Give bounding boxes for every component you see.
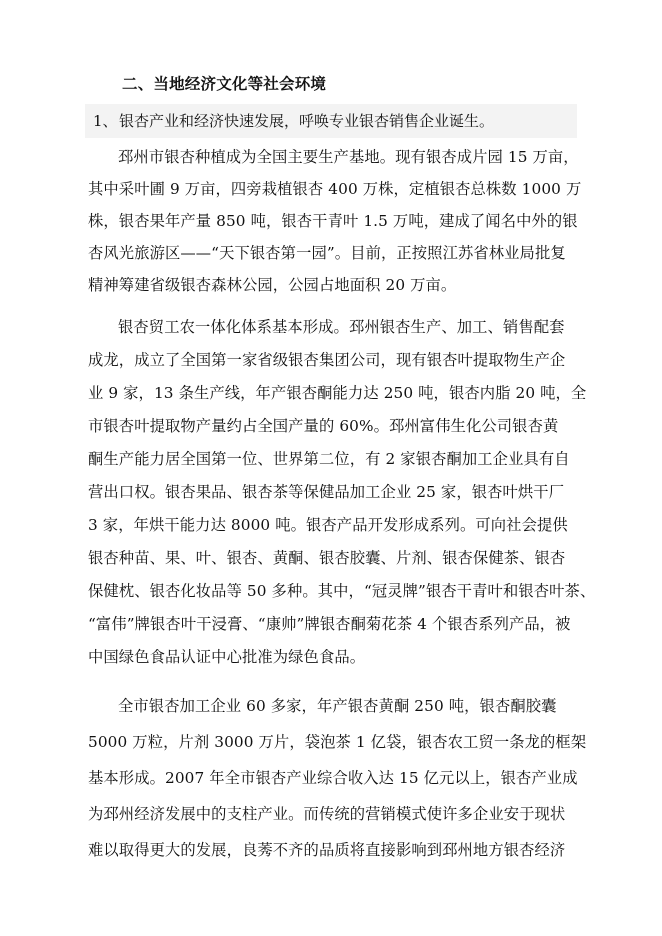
- paragraph-line: 难以取得更大的发展，良莠不齐的品质将直接影响到邳州地方银杏经济: [88, 841, 566, 859]
- paragraph-line: 营出口权。银杏果品、银杏茶等保健品加工企业 25 家，银杏叶烘干厂: [88, 483, 565, 501]
- paragraph-line: “富伟”牌银杏叶干浸膏、“康帅”牌银杏酮菊花茶 4 个银杏系列产品，被: [88, 615, 571, 633]
- paragraph-line: 酮生产能力居全国第一位、世界第二位，有 2 家银杏酮加工企业具有自: [88, 450, 570, 468]
- paragraph-line: 其中采叶圃 9 万亩，四旁栽植银杏 400 万株，定植银杏总株数 1000 万: [88, 180, 582, 198]
- paragraph-line: 精神筹建省级银杏森林公园，公园占地面积 20 万亩。: [88, 276, 457, 294]
- paragraph-line: 全市银杏加工企业 60 多家，年产银杏黄酮 250 吨，银杏酮胶囊: [118, 697, 557, 715]
- subheading-number: 1、: [93, 112, 118, 130]
- paragraph-line: 保健枕、银杏化妆品等 50 多种。其中，“冠灵牌”银杏干青叶和银杏叶茶、: [88, 582, 596, 600]
- paragraph-line: 杏风光旅游区——“天下银杏第一园”。目前，正按照江苏省林业局批复: [88, 244, 566, 262]
- paragraph-line: 5000 万粒，片剂 3000 万片，袋泡茶 1 亿袋，银杏农工贸一条龙的框架: [88, 733, 587, 751]
- paragraph-line: 为邳州经济发展中的支柱产业。而传统的营销模式使许多企业安于现状: [88, 805, 566, 823]
- paragraph-line: 株，银杏果年产量 850 吨，银杏干青叶 1.5 万吨，建成了闻名中外的银: [88, 212, 578, 230]
- paragraph-line: 邳州市银杏种植成为全国主要生产基地。现有银杏成片园 15 万亩，: [118, 148, 579, 166]
- paragraph-line: 3 家，年烘干能力达 8000 吨。银杏产品开发形成系列。可向社会提供: [88, 516, 568, 534]
- section-heading: 二、当地经济文化等社会环境: [122, 74, 327, 93]
- paragraph-line: 中国绿色食品认证中心批准为绿色食品。: [88, 648, 366, 666]
- paragraph-line: 银杏种苗、果、叶、银杏、黄酮、银杏胶囊、片剂、银杏保健茶、银杏: [88, 549, 566, 567]
- subheading-text: 银杏产业和经济快速发展，呼唤专业银杏销售企业诞生。: [119, 112, 495, 130]
- paragraph-line: 市银杏叶提取物产量约占全国产量的 60%。邳州富伟生化公司银杏黄: [88, 417, 559, 435]
- paragraph-line: 业 9 家，13 条生产线，年产银杏酮能力达 250 吨，银杏内脂 20 吨，全: [88, 384, 587, 402]
- paragraph-line: 基本形成。2007 年全市银杏产业综合收入达 15 亿元以上，银杏产业成: [88, 769, 578, 787]
- subheading-row: [85, 104, 577, 138]
- paragraph-line: 成龙，成立了全国第一家省级银杏集团公司，现有银杏叶提取物生产企: [88, 351, 566, 369]
- paragraph-line: 银杏贸工农一体化体系基本形成。邳州银杏生产、加工、销售配套: [118, 318, 565, 336]
